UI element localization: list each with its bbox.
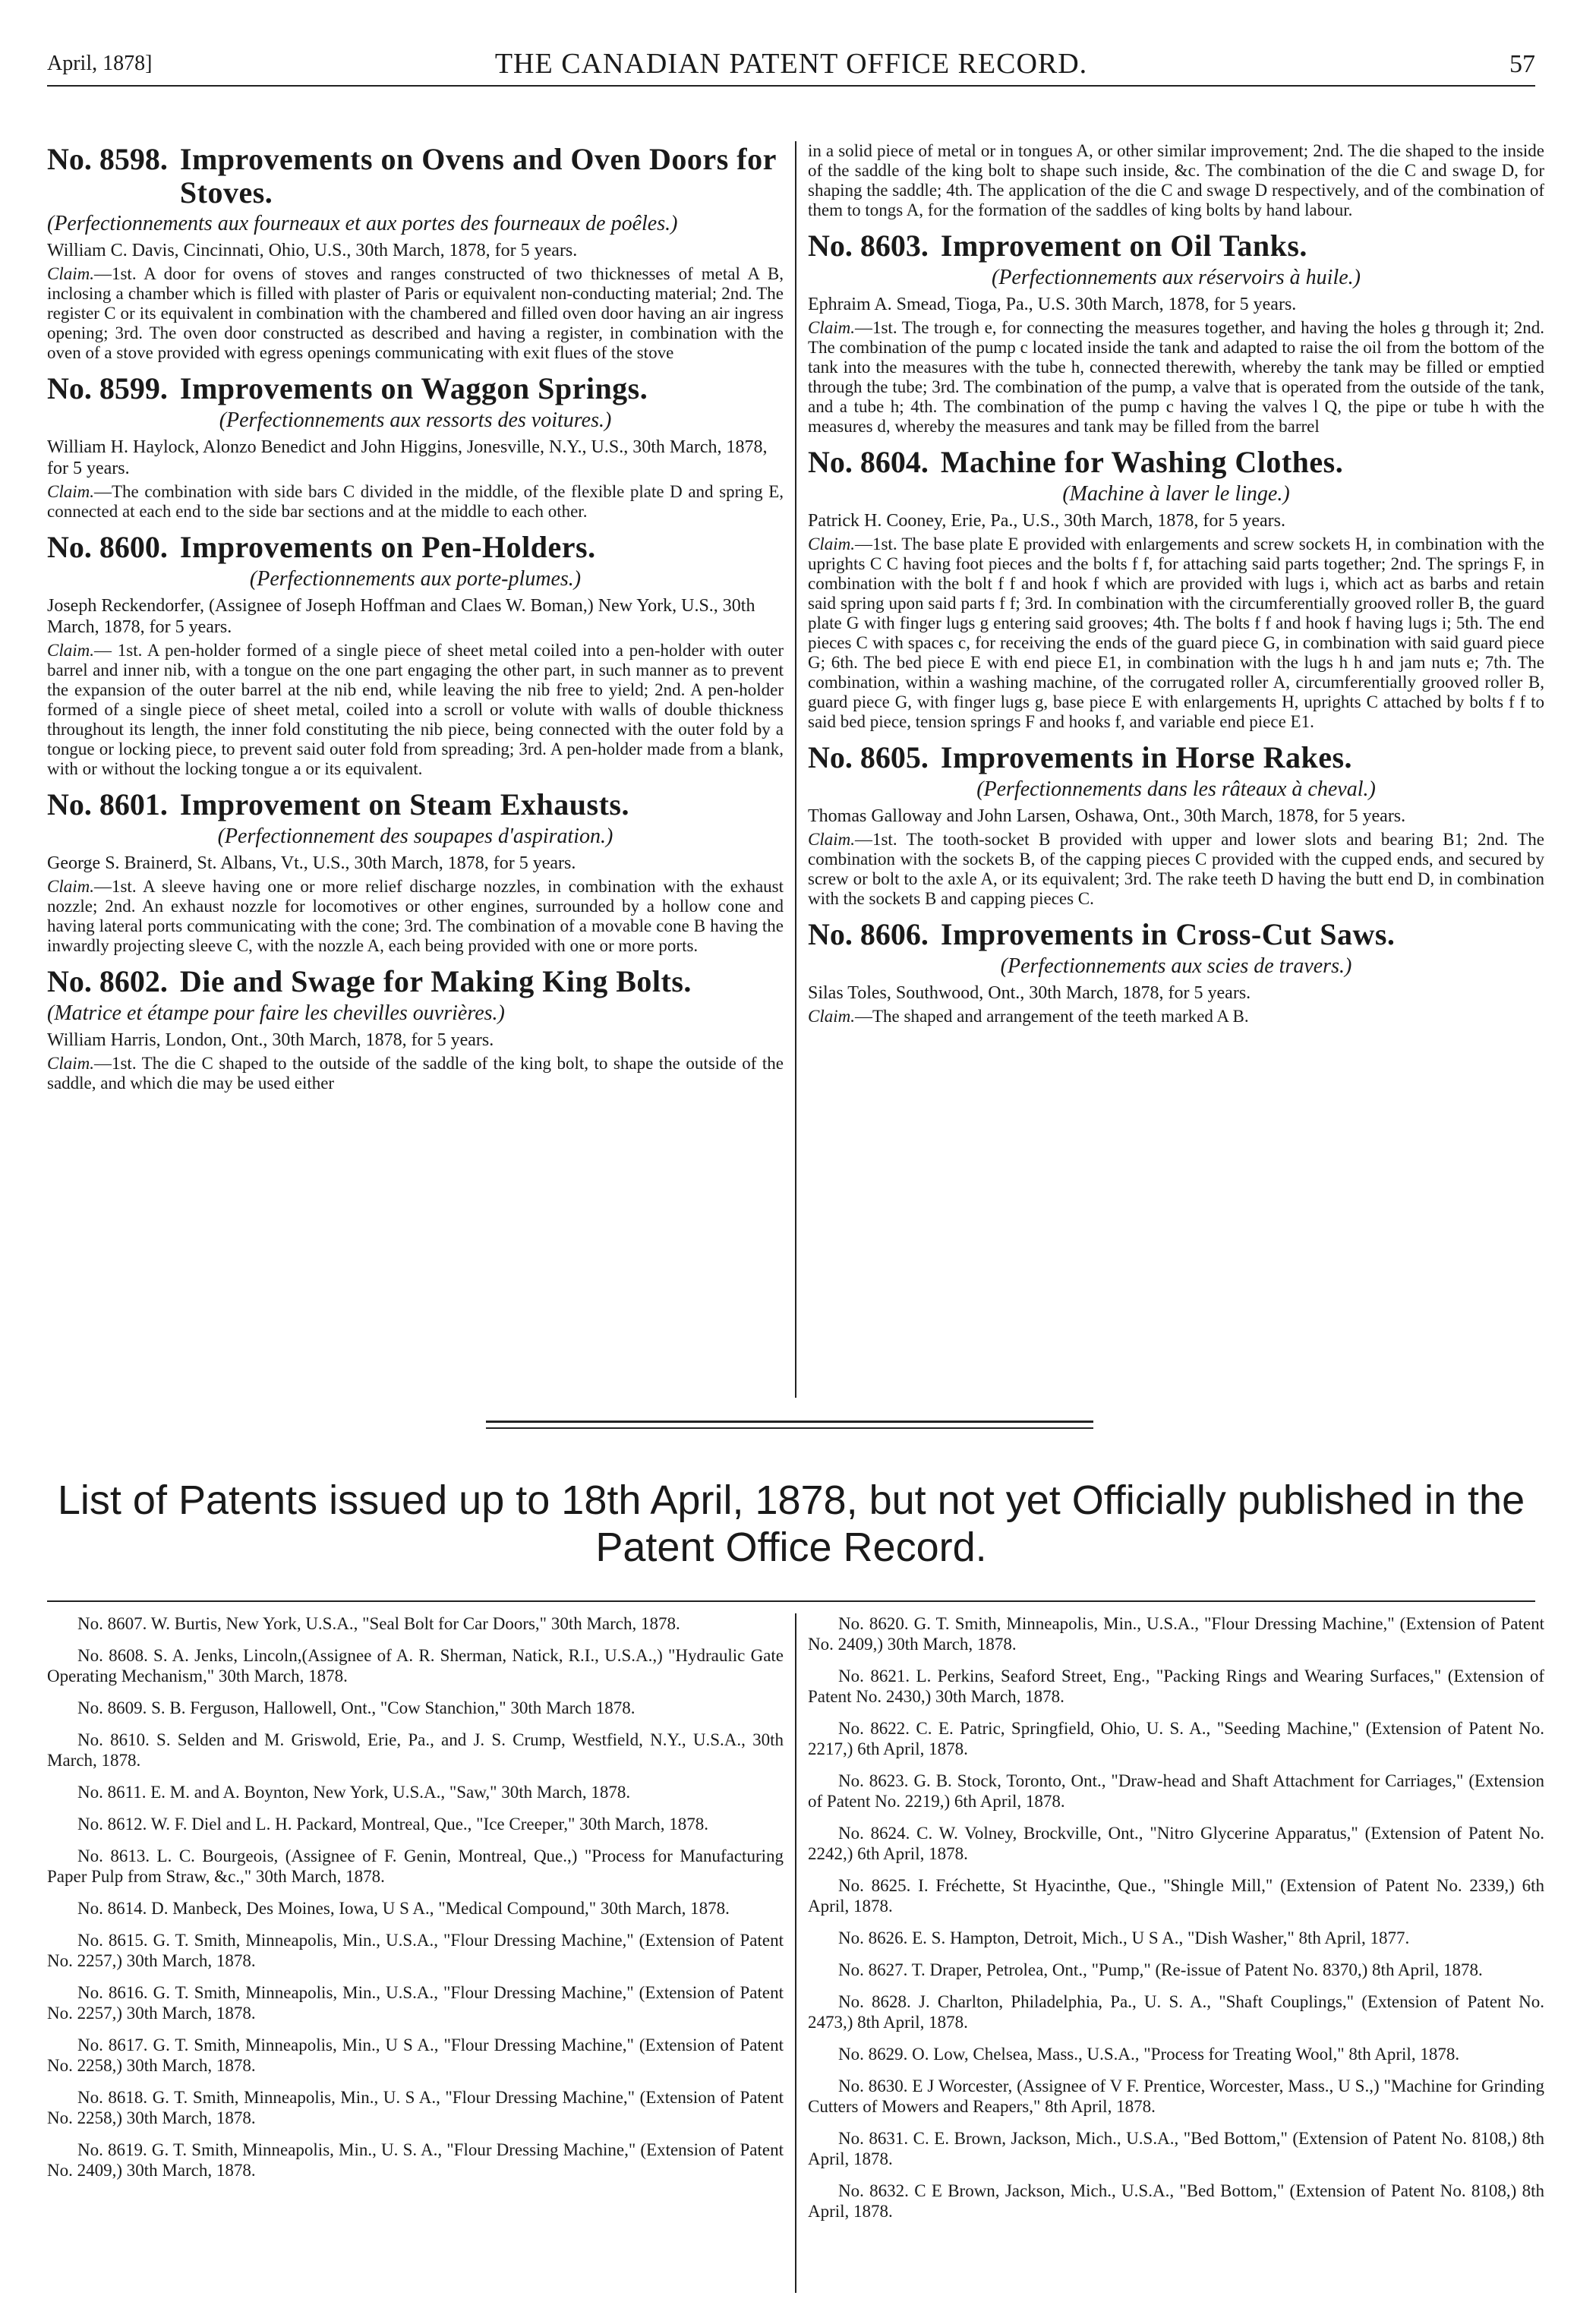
publication-title: THE CANADIAN PATENT OFFICE RECORD. — [494, 48, 1088, 80]
entry-patentee: William Harris, London, Ont., 30th March, 1878, for 5 years. — [47, 1030, 494, 1050]
entry-french-title: (Matrice et étampe pour faire les chevilles ouvrières.) — [47, 1001, 505, 1025]
entry-claim — [808, 534, 1544, 732]
entry-claim — [47, 482, 784, 522]
claim-text: —The combination with side bars C divided in the middle, of the flexible plate D and spring E, connected at each end to the side bar sections and at the middle to each other. — [47, 482, 784, 521]
list-item: No. 8620. G. T. Smith, Minneapolis, Min., U.S.A., "Flour Dressing Machine," (Extension of Patent No. 2409,) 30th March, 1878. — [808, 1614, 1544, 1654]
list-item: No. 8629. O. Low, Chelsea, Mass., U.S.A., "Process for Treating Wool," 8th April, 1878. — [838, 2045, 1460, 2064]
patent-entry-8600 — [47, 529, 784, 779]
claim-label: Claim. — [47, 482, 94, 501]
patent-entry-8605 — [808, 739, 1544, 909]
entry-patentee: Ephraim A. Smead, Tioga, Pa., U.S. 30th March, 1878, for 5 years. — [808, 295, 1297, 314]
left-column — [47, 141, 784, 1398]
entry-title: Improvements in Cross-Cut Saws. — [940, 917, 1396, 951]
list-item: No. 8610. S. Selden and M. Griswold, Erie, Pa., and J. S. Crump, Westfield, N.Y., U.S.A., 30th March, 1878. — [47, 1730, 784, 1770]
issue-date: April, 1878] — [47, 52, 153, 75]
patent-entry-8602 — [47, 963, 784, 1093]
entry-number: No. 8603. — [808, 229, 929, 263]
entry-number: No. 8604. — [808, 445, 929, 479]
list-item: No. 8609. S. B. Ferguson, Hallowell, Ont., "Cow Stanchion," 30th March 1878. — [77, 1698, 636, 1717]
patent-list-right — [808, 1613, 1544, 2297]
entry-number: No. 8602. — [47, 964, 168, 998]
list-item: No. 8625. I. Fréchette, St Hyacinthe, Que., "Shingle Mill," (Extension of Patent No. 2339,) 6th April, 1878. — [808, 1876, 1544, 1916]
entry-title: Improvements in Horse Rakes. — [940, 740, 1353, 774]
patent-entry-8604 — [808, 444, 1544, 732]
entry-patentee: Joseph Reckendorfer, (Assignee of Joseph Hoffman and Claes W. Boman,) New York, U.S., 30th March, 1878, for 5 years. — [47, 596, 755, 637]
list-item: No. 8622. C. E. Patric, Springfield, Ohio, U. S. A., "Seeding Machine," (Extension of Patent No. 2217,) 6th April, 1878. — [808, 1719, 1544, 1758]
claim-label: Claim. — [47, 641, 94, 660]
claim-label: Claim. — [47, 264, 94, 283]
entry-number: No. 8599. — [47, 371, 168, 405]
claim-text: — 1st. A pen-holder formed of a single piece of sheet metal coiled into a pen-holder with outer barrel and inner nib, with a tongue on the one part engaging the other part, in such manner as to prevent the expansion of the outer barrel at the nib end, while leaving the nib free to yield; 2nd. A pen-holder formed of a single piece of sheet metal, coiled into a scroll or volute with walls of double thickness throughout its length, the inner fold constituting the nib piece, being connected with the outer fold by a tongue or locking piece, to prevent said outer fold from spreading; 3rd. A pen-holder made from a blank, with or without the locking tongue a or its equivalent. — [47, 641, 784, 778]
entry-title: Improvement on Steam Exhausts. — [179, 787, 629, 821]
entry-number: No. 8598. — [47, 142, 168, 176]
list-divider — [47, 1600, 1535, 1602]
list-item: No. 8619. G. T. Smith, Minneapolis, Min., U. S. A., "Flour Dressing Machine," (Extension of Patent No. 2409,) 30th March, 1878. — [47, 2140, 784, 2180]
section-divider — [486, 1421, 1093, 1423]
entry-patentee: Patrick H. Cooney, Erie, Pa., U.S., 30th March, 1878, for 5 years. — [808, 511, 1285, 531]
claim-text: —The shaped and arrangement of the teeth marked A B. — [854, 1007, 1249, 1026]
entry-patentee: George S. Brainerd, St. Albans, Vt., U.S., 30th March, 1878, for 5 years. — [47, 853, 576, 873]
page-number: 57 — [1509, 50, 1535, 78]
list-item: No. 8627. T. Draper, Petrolea, Ont., "Pump," (Re-issue of Patent No. 8370,) 8th April, 1878. — [838, 1960, 1483, 1979]
entry-french-title: (Perfectionnements aux scies de travers.) — [1000, 954, 1352, 978]
claim-text: —1st. The die C shaped to the outside of the saddle of the king bolt, to shape the outside of the saddle, and which die may be used either — [47, 1054, 784, 1093]
claim-label: Claim. — [47, 1054, 94, 1073]
claim-text: —1st. A sleeve having one or more relief discharge nozzles, in combination with the exhaust nozzle; 2nd. An exhaust nozzle for locomotives or other engines, surrounded by a hollow cone and having lateral ports communicating with the cone; 3rd. The combination of a movable cone B having the inwardly projecting sleeve C, with the nozzle A, each being provided with one or more ports. — [47, 877, 784, 955]
list-item: No. 8628. J. Charlton, Philadelphia, Pa., U. S. A., "Shaft Couplings," (Extension of Patent No. 2473,) 8th April, 1878. — [808, 1992, 1544, 2032]
entry-french-title: (Perfectionnements aux porte-plumes.) — [249, 567, 582, 591]
column-rule — [795, 141, 796, 1398]
list-item: No. 8624. C. W. Volney, Brockville, Ont., "Nitro Glycerine Apparatus," (Extension of Patent No. 2242,) 6th April, 1878. — [808, 1824, 1544, 1863]
entry-patentee: Thomas Galloway and John Larsen, Oshawa, Ont., 30th March, 1878, for 5 years. — [808, 806, 1406, 826]
list-item: No. 8611. E. M. and A. Boynton, New York, U.S.A., "Saw," 30th March, 1878. — [77, 1783, 631, 1802]
patent-entry-8598 — [47, 141, 784, 363]
entry-patentee: Silas Toles, Southwood, Ont., 30th March, 1878, for 5 years. — [808, 983, 1251, 1003]
patent-list-left — [47, 1613, 784, 2297]
entry-number: No. 8606. — [808, 917, 929, 951]
list-item: No. 8618. G. T. Smith, Minneapolis, Min., U. S A., "Flour Dressing Machine," (Extension of Patent No. 2258,) 30th March, 1878. — [47, 2088, 784, 2127]
patent-entry-8601 — [47, 787, 784, 956]
entry-french-title: (Perfectionnements aux fourneaux et aux portes des fourneaux de poêles.) — [47, 212, 678, 235]
claim-text: —1st. The base plate E provided with enlargements and screw sockets H, in combination with the uprights C C having foot pieces and the bolts f f, for attaching said parts together; 2nd. The springs F, in combination with the bolt f f and hook f which are provided with lugs i, which act as barbs and retain said spring upon said parts f f; 3rd. In combination with the circumferentially grooved roller B, the guard plate G with finger lugs g entering said grooves; 4th. The bolts f f and hook f having lugs i; 5th. The end pieces C with spaces c, for receiving the ends of the guard piece G, in combination with said guard piece G; 6th. The bed piece E with end piece E1, in combination with the lugs h h and jam nuts e; 7th. The combination, within a washing machine, of the corrugated roller A, circumferentially grooved roller B, guard piece G, with finger lugs g, base piece E with enlargements H, uprights C attached by bolts f f to said bed piece, tension springs F and hooks f, and variable end piece E1. — [808, 534, 1544, 731]
list-item: No. 8612. W. F. Diel and L. H. Packard, Montreal, Que., "Ice Creeper," 30th March, 1878. — [77, 1815, 709, 1834]
entry-patentee: William C. Davis, Cincinnati, Ohio, U.S., 30th March, 1878, for 5 years. — [47, 241, 578, 260]
claim-continuation: in a solid piece of metal or in tongues A, or other similar improvement; 2nd. The die shaped to the inside of the saddle of the king bolt to shape such inside, &c. The combination of the die C and swage D, for shaping the saddle; 4th. The application of the die C and swage D respectively, and of the combination of them to tongs A, for the formation of the saddles of king bolts by hand labour. — [808, 141, 1544, 219]
list-item: No. 8615. G. T. Smith, Minneapolis, Min., U.S.A., "Flour Dressing Machine," (Extension of Patent No. 2257,) 30th March, 1878. — [47, 1931, 784, 1970]
claim-text: —1st. A door for ovens of stoves and ranges constructed of two thicknesses of metal A B, inclosing a chamber which is filled with plaster of Paris or equivalent non-conducting material; 2nd. The register C or its equivalent in combination with the chambered and filled oven door having an air ingress opening; 3rd. The oven door constructed as described and having a register, in combination with the oven of a stove provided with egress openings communicating with exit flues of the stove — [47, 264, 784, 362]
list-item: No. 8616. G. T. Smith, Minneapolis, Min., U.S.A., "Flour Dressing Machine," (Extension of Patent No. 2257,) 30th March, 1878. — [47, 1983, 784, 2023]
right-column — [808, 141, 1544, 1398]
list-item: No. 8621. L. Perkins, Seaford Street, Eng., "Packing Rings and Wearing Surfaces," (Extension of Patent No. 2430,) 30th March, 1878. — [808, 1667, 1544, 1706]
entry-french-title: (Perfectionnement des soupapes d'aspiration.) — [217, 825, 613, 848]
claim-label: Claim. — [808, 830, 855, 849]
list-item: No. 8626. E. S. Hampton, Detroit, Mich., U S A., "Dish Washer," 8th April, 1877. — [838, 1928, 1410, 1947]
entry-french-title: (Perfectionnements aux ressorts des voitures.) — [219, 408, 612, 432]
list-item: No. 8608. S. A. Jenks, Lincoln,(Assignee of A. R. Sherman, Natick, R.I., U.S.A.,) "Hydraulic Gate Operating Mechanism," 30th March, 1878. — [47, 1646, 784, 1685]
entry-french-title: (Machine à laver le linge.) — [1062, 482, 1290, 506]
patent-entry-8603 — [808, 228, 1544, 437]
list-item: No. 8614. D. Manbeck, Des Moines, Iowa, U S A., "Medical Compound," 30th March, 1878. — [77, 1899, 730, 1918]
claim-label: Claim. — [808, 318, 855, 337]
entry-claim — [47, 877, 784, 956]
entry-claim — [808, 318, 1544, 437]
list-item: No. 8623. G. B. Stock, Toronto, Ont., "Draw-head and Shaft Attachment for Carriages," (Extension of Patent No. 2219,) 6th April, 1878. — [808, 1771, 1544, 1811]
patent-entry-8599 — [47, 371, 784, 522]
list-item: No. 8632. C E Brown, Jackson, Mich., U.S.A., "Bed Bottom," (Extension of Patent No. 8108,) 8th April, 1878. — [808, 2181, 1544, 2221]
entry-french-title: (Perfectionnements aux réservoirs à huile.) — [992, 266, 1361, 289]
entry-patentee: William H. Haylock, Alonzo Benedict and John Higgins, Jonesville, N.Y., U.S., 30th March, 1878, for 5 years. — [47, 437, 768, 478]
patent-entry-8606 — [808, 916, 1544, 1026]
entry-title: Improvements on Ovens and Oven Doors for Stoves. — [179, 142, 777, 210]
claim-label: Claim. — [808, 1007, 855, 1026]
claim-text: —1st. The trough e, for connecting the measures together, and having the holes g through it; 2nd. The combination of the pump c located inside the tank and adapted to raise the oil from the bottom of the tank into the measures with the tube h, connected therewith, whereby the tank may be filled or emptied through the tube; 3rd. The combination of the pump, a valve that is operated from the outside of the tank, and a tube h; 4th. The combination of the pump c having the valves l Q, the pipe or tube h with the measures d, whereby the measures and tank may be filled from the barrel — [808, 318, 1544, 436]
entry-claim — [808, 1007, 1544, 1026]
list-column-rule — [795, 1613, 796, 2293]
patent-list-heading: List of Patents issued up to 18th April, 1878, but not yet Officially published in the Patent Office Record. — [57, 1477, 1525, 1570]
list-item: No. 8607. W. Burtis, New York, U.S.A., "Seal Bolt for Car Doors," 30th March, 1878. — [77, 1614, 680, 1633]
entry-claim — [47, 1054, 784, 1093]
list-item: No. 8630. E J Worcester, (Assignee of V F. Prentice, Worcester, Mass., U S.,) "Machine for Grinding Cutters of Mowers and Reapers," 8th April, 1878. — [808, 2076, 1544, 2116]
entry-claim — [47, 264, 784, 363]
entry-number: No. 8600. — [47, 530, 168, 564]
list-item: No. 8631. C. E. Brown, Jackson, Mich., U.S.A., "Bed Bottom," (Extension of Patent No. 8108,) 8th April, 1878. — [808, 2129, 1544, 2168]
entry-title: Die and Swage for Making King Bolts. — [179, 964, 692, 998]
claim-label: Claim. — [808, 534, 855, 553]
entry-number: No. 8605. — [808, 740, 929, 774]
entry-title: Machine for Washing Clothes. — [940, 445, 1344, 479]
list-item: No. 8613. L. C. Bourgeois, (Assignee of F. Genin, Montreal, Que.,) "Process for Manufacturing Paper Pulp from Straw, &c.," 30th March, 1878. — [47, 1846, 784, 1886]
entry-french-title: (Perfectionnements dans les râteaux à cheval.) — [976, 777, 1376, 801]
entry-claim — [808, 830, 1544, 909]
entry-number: No. 8601. — [47, 787, 168, 821]
section-divider — [486, 1427, 1093, 1429]
entry-claim — [47, 641, 784, 779]
claim-label: Claim. — [47, 877, 94, 896]
entry-title: Improvements on Pen-Holders. — [179, 530, 596, 564]
list-item: No. 8617. G. T. Smith, Minneapolis, Min., U S A., "Flour Dressing Machine," (Extension of Patent No. 2258,) 30th March, 1878. — [47, 2035, 784, 2075]
entry-title: Improvement on Oil Tanks. — [940, 229, 1307, 263]
entry-title: Improvements on Waggon Springs. — [179, 371, 648, 405]
running-head — [47, 47, 1535, 87]
claim-text: —1st. The tooth-socket B provided with upper and lower slots and bearing B1; 2nd. The combination with the sockets B, of the capping pieces C provided with the cupped ends, and secured by screw or bolt to the axle A, or its equivalent; 3rd. The rake teeth D having the butt end D, in combination with the sockets B and capping pieces C. — [808, 830, 1544, 908]
